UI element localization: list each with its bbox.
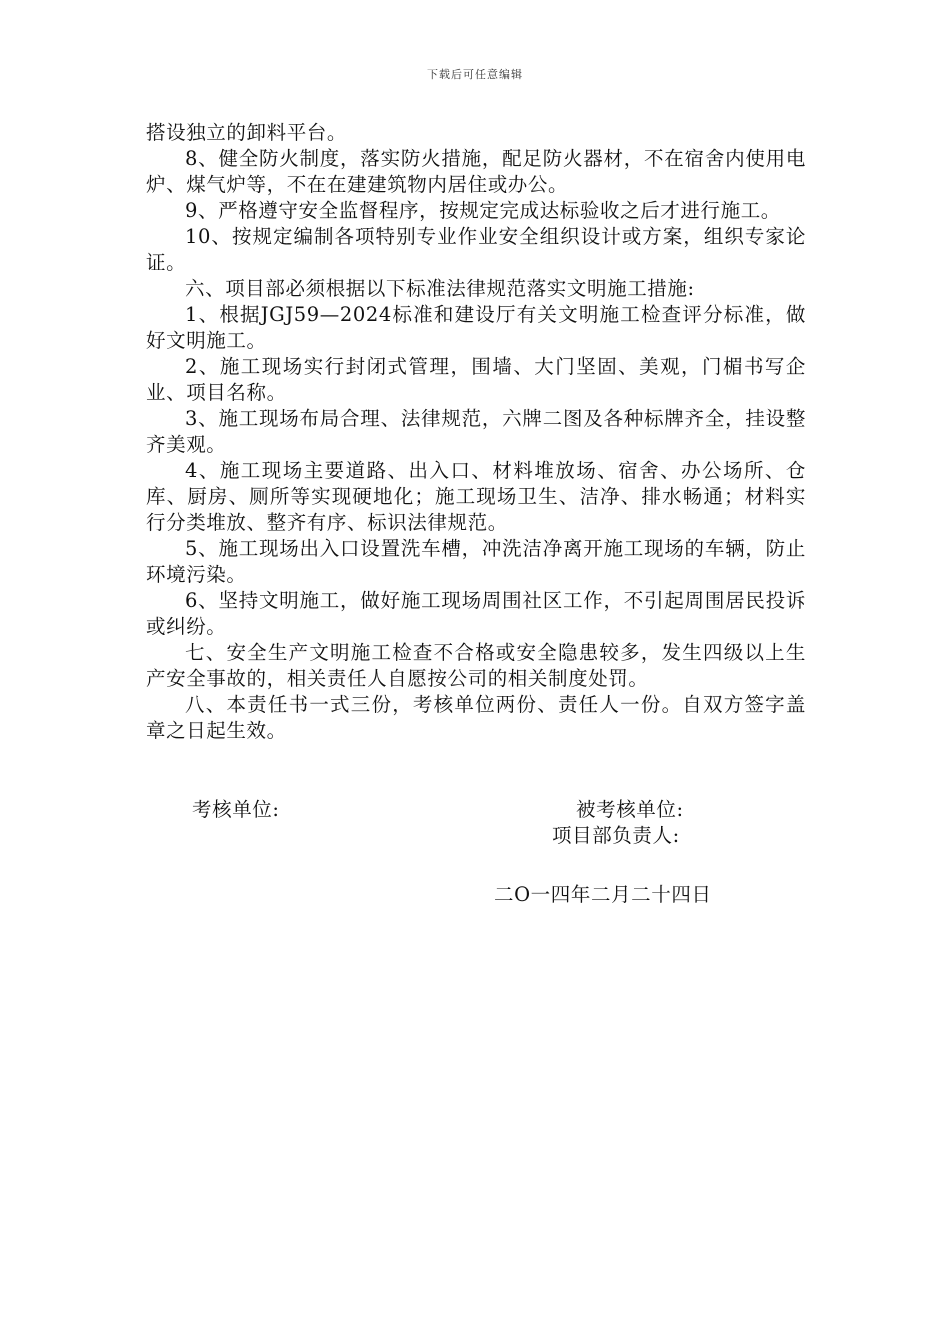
signing-date: 二O一四年二月二十四日 [494, 883, 712, 906]
paragraph: 9、严格遵守安全监督程序，按规定完成达标验收之后才进行施工。 [185, 199, 781, 222]
document-body [146, 120, 806, 744]
paragraph: 2、施工现场实行封闭式管理，围墙、大门坚固、美观，门楣书写企业、项目名称。 [146, 355, 806, 404]
paragraph: 搭设独立的卸料平台。 [146, 121, 348, 144]
assessee-label: 被考核单位: [576, 798, 684, 821]
section-heading: 八、本责任书一式三份，考核单位两份、责任人一份。自双方签字盖章之日起生效。 [146, 693, 806, 742]
section-heading: 七、安全生产文明施工检查不合格或安全隐患较多，发生四级以上生产安全事故的，相关责任人自愿按公司的相关制度处罚。 [146, 641, 806, 690]
assessor-label: 考核单位: [192, 798, 280, 821]
paragraph: 5、施工现场出入口设置洗车槽，冲洗洁净离开施工现场的车辆，防止环境污染。 [146, 537, 806, 586]
page-header: 下载后可任意编辑 [427, 68, 523, 81]
paragraph: 6、坚持文明施工，做好施工现场周围社区工作，不引起周围居民投诉或纠纷。 [146, 589, 806, 638]
paragraph: 1、根据JGJ59—2024标准和建设厅有关文明施工检查评分标准，做好文明施工。 [146, 303, 806, 352]
manager-label: 项目部负责人: [552, 824, 680, 847]
section-heading: 六、项目部必须根据以下标准法律规范落实文明施工措施: [185, 277, 695, 300]
paragraph: 10、按规定编制各项特别专业作业安全组织设计或方案，组织专家论证。 [146, 225, 806, 274]
paragraph: 4、施工现场主要道路、出入口、材料堆放场、宿舍、办公场所、仓库、厨房、厕所等实现硬地化；施工现场卫生、洁净、排水畅通；材料实行分类堆放、整齐有序、标识法律规范。 [146, 459, 806, 534]
paragraph: 8、健全防火制度，落实防火措施，配足防火器材，不在宿舍内使用电炉、煤气炉等，不在在建建筑物内居住或办公。 [146, 147, 806, 196]
paragraph: 3、施工现场布局合理、法律规范，六牌二图及各种标牌齐全，挂设整齐美观。 [146, 407, 806, 456]
